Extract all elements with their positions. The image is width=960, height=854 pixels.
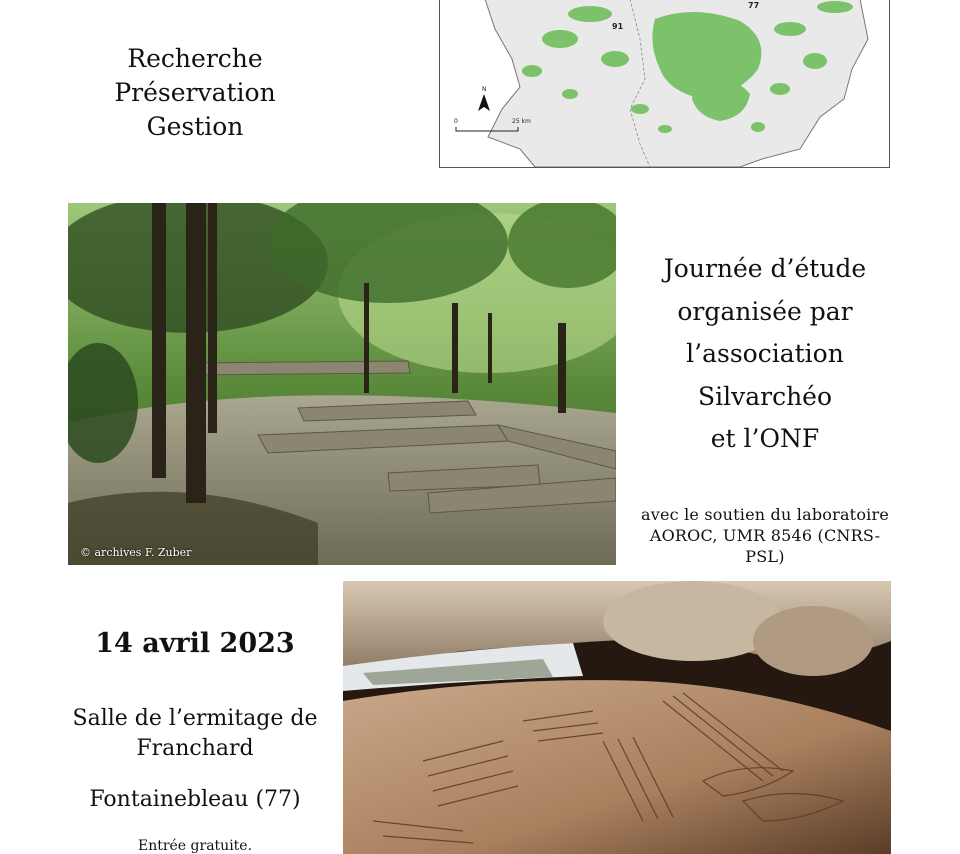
cave-scene: [343, 581, 891, 854]
north-label: N: [482, 86, 487, 93]
keywords-block: [95, 42, 295, 144]
keyword-preservation: Préservation: [114, 78, 276, 107]
event-title: [642, 248, 888, 461]
venue-line-1: Salle de l’ermitage de: [72, 706, 318, 731]
scale-start: 0: [454, 118, 458, 125]
keyword-management: Gestion: [146, 112, 244, 141]
cave-engravings-photo: [343, 581, 891, 854]
map-label-77: 77: [748, 1, 760, 10]
support-line-2: AOROC, UMR 8546 (CNRS-PSL): [649, 526, 881, 566]
title-line-4: Silvarchéo: [697, 381, 833, 411]
entry-note: Entrée gratuite.: [137, 838, 253, 854]
map-label-91: 91: [612, 22, 624, 31]
title-line-1: Journée d’étude: [663, 254, 867, 283]
map-graphic: [440, 0, 889, 167]
title-line-2: organisée par: [677, 296, 853, 326]
forest-scene: [68, 203, 616, 565]
scale-end: 25 km: [512, 118, 531, 125]
title-line-3: l’association: [686, 339, 844, 368]
photo-credit: © archives F. Zuber: [80, 546, 192, 559]
event-date: 14 avril 2023: [95, 628, 295, 659]
forest-map: [439, 0, 890, 168]
keyword-research: Recherche: [127, 44, 263, 73]
event-city: Fontainebleau (77): [89, 787, 301, 812]
event-venue: [70, 704, 320, 764]
venue-line-2: Franchard: [136, 736, 254, 761]
forest-ruins-photo: [68, 203, 616, 565]
support-note: [632, 504, 898, 567]
support-line-1: avec le soutien du laboratoire: [641, 505, 889, 524]
title-line-5: et l’ONF: [710, 424, 820, 453]
